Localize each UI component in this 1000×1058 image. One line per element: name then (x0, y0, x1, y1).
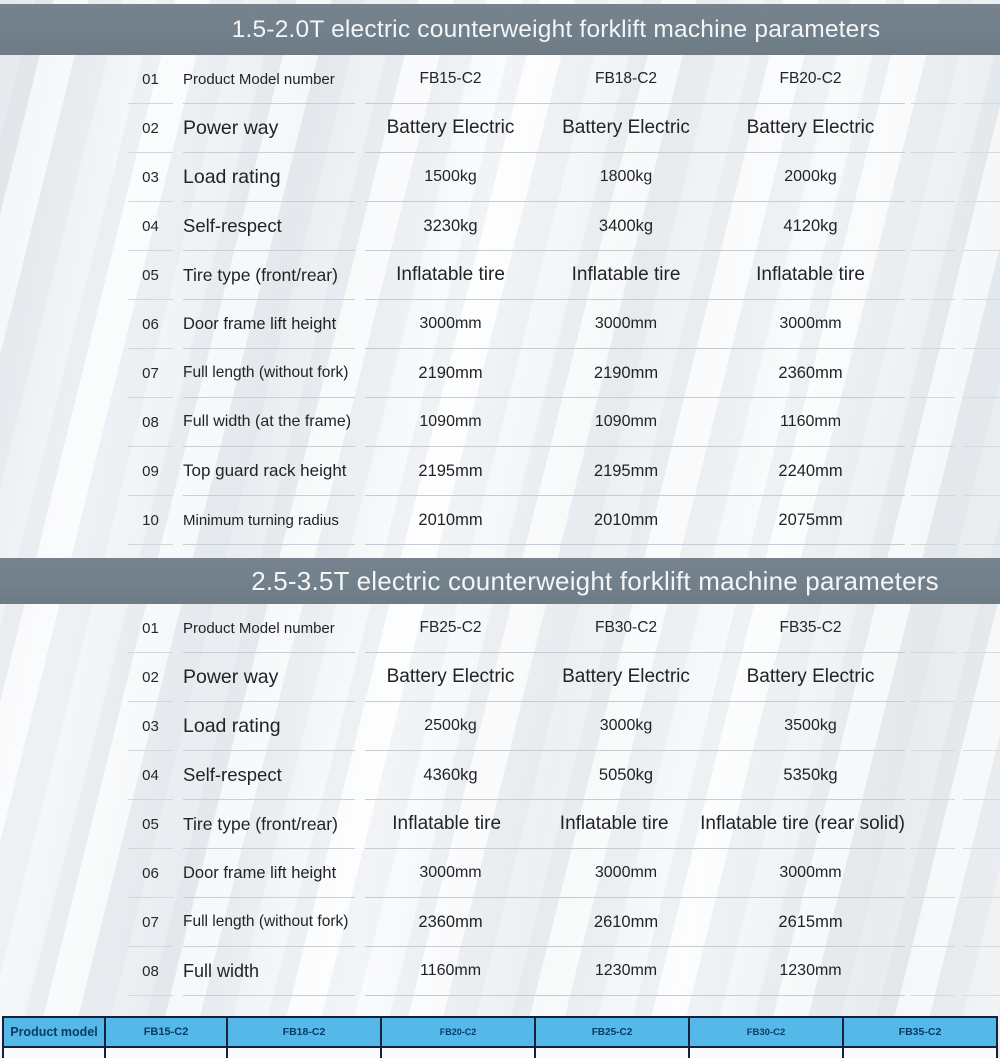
separator-dash (911, 947, 955, 996)
separator-dash (963, 300, 1000, 349)
row-value-col3: FB35-C2 (779, 619, 842, 636)
separator-dash (963, 898, 1000, 947)
gap (955, 398, 963, 447)
row-left-spacer (0, 202, 128, 251)
separator-dash (963, 349, 1000, 398)
row-values (365, 898, 905, 947)
separator-dash (911, 55, 955, 104)
row-values (365, 702, 905, 751)
table-row (0, 653, 1000, 702)
row-left-spacer (0, 702, 128, 751)
row-value-col1: 3000mm (419, 315, 482, 332)
gap (173, 653, 183, 702)
row-value-col1: 2010mm (418, 510, 483, 529)
row-number: 02 (128, 104, 173, 153)
row-values (365, 447, 905, 496)
row-number: 07 (128, 898, 173, 947)
separator-dash (911, 702, 955, 751)
separator-dash (963, 702, 1000, 751)
row-value-col1: FB15-C2 (419, 70, 482, 87)
gap (955, 702, 963, 751)
table-row (0, 202, 1000, 251)
table-row (0, 849, 1000, 898)
row-number: 03 (128, 153, 173, 202)
gap (355, 849, 365, 898)
gap (173, 604, 183, 653)
gap (173, 849, 183, 898)
row-value-col3: 1160mm (779, 413, 842, 430)
row-left-spacer (0, 800, 128, 849)
gap (955, 800, 963, 849)
row-value-col1: 1090mm (419, 413, 482, 430)
row-value-col2: 3400kg (598, 216, 654, 235)
gap (355, 702, 365, 751)
row-label: Load rating (183, 702, 355, 751)
separator-dash (911, 800, 955, 849)
gap (173, 800, 183, 849)
table-row (0, 496, 1000, 545)
gap (955, 447, 963, 496)
row-number: 05 (128, 800, 173, 849)
row-value-col2: Inflatable tire (571, 264, 681, 285)
gap (173, 349, 183, 398)
row-value-col3: 3500kg (784, 717, 837, 734)
table-row (0, 800, 1000, 849)
comparison-cell-fb35: FB35-C2 (844, 1018, 996, 1046)
gap (173, 947, 183, 996)
row-value-col1: 2500kg (424, 717, 477, 734)
gap (355, 947, 365, 996)
separator-dash (911, 398, 955, 447)
comparison-empty-cell (536, 1048, 688, 1058)
row-values (365, 251, 905, 300)
gap (173, 751, 183, 800)
table-row (0, 251, 1000, 300)
row-left-spacer (0, 447, 128, 496)
row-value-col3: Battery Electric (746, 666, 875, 687)
row-label: Product Model number (183, 604, 355, 653)
gap (955, 55, 963, 104)
gap (173, 898, 183, 947)
row-label: Minimum turning radius (183, 496, 355, 545)
row-values (365, 55, 905, 104)
comparison-empty-cell (4, 1048, 104, 1058)
row-left-spacer (0, 496, 128, 545)
table-row (0, 104, 1000, 153)
separator-dash (911, 653, 955, 702)
row-value-col2: Battery Electric (562, 117, 690, 138)
row-left-spacer (0, 849, 128, 898)
gap (355, 898, 365, 947)
row-left-spacer (0, 251, 128, 300)
row-value-col3: Inflatable tire (rear solid) (700, 813, 905, 834)
gap (355, 800, 365, 849)
table-row (0, 898, 1000, 947)
table-row (0, 55, 1000, 104)
separator-dash (911, 898, 955, 947)
row-value-col3: Battery Electric (746, 117, 875, 138)
row-left-spacer (0, 153, 128, 202)
separator-dash (911, 300, 955, 349)
gap (173, 398, 183, 447)
row-value-col2: 3000mm (594, 864, 658, 881)
separator-dash (911, 153, 955, 202)
row-value-col3: 5350kg (783, 765, 838, 784)
separator-dash (911, 751, 955, 800)
row-value-col2: FB18-C2 (594, 70, 658, 87)
row-value-col3: 2075mm (778, 510, 843, 529)
row-value-col1: Battery Electric (386, 117, 515, 138)
gap (173, 702, 183, 751)
row-number: 08 (128, 398, 173, 447)
separator-dash (963, 251, 1000, 300)
row-left-spacer (0, 898, 128, 947)
gap (173, 447, 183, 496)
separator-dash (911, 849, 955, 898)
row-label: Tire type (front/rear) (183, 251, 355, 300)
gap (955, 898, 963, 947)
separator-dash (911, 604, 955, 653)
gap (955, 251, 963, 300)
row-value-col2: Battery Electric (562, 666, 690, 687)
row-values (365, 751, 905, 800)
row-value-col1: Inflatable tire (392, 813, 502, 834)
gap (355, 604, 365, 653)
section-2-title: 2.5-3.5T electric counterweight forklift machine parameters (251, 565, 939, 596)
separator-dash (963, 751, 1000, 800)
row-left-spacer (0, 300, 128, 349)
gap (955, 849, 963, 898)
gap (955, 496, 963, 545)
comparison-empty-cell (382, 1048, 534, 1058)
row-value-col1: 1500kg (424, 168, 477, 185)
row-value-col2: 3000mm (594, 315, 658, 332)
spec-table-1 (0, 55, 1000, 545)
gap (955, 153, 963, 202)
row-value-col2: 1230mm (594, 962, 658, 979)
table-row (0, 398, 1000, 447)
comparison-empty-cell (690, 1048, 842, 1058)
separator-dash (963, 153, 1000, 202)
comparison-cell-fb25: FB25-C2 (536, 1018, 688, 1046)
row-label: Load rating (183, 153, 355, 202)
row-number: 06 (128, 300, 173, 349)
gap (355, 202, 365, 251)
row-value-col3: 4120kg (783, 216, 838, 235)
row-left-spacer (0, 751, 128, 800)
row-values (365, 604, 905, 653)
gap (173, 496, 183, 545)
row-value-col3: 3000mm (779, 315, 842, 332)
row-number: 09 (128, 447, 173, 496)
separator-dash (963, 947, 1000, 996)
row-number: 08 (128, 947, 173, 996)
gap (955, 604, 963, 653)
row-values (365, 800, 905, 849)
gap (355, 104, 365, 153)
table-row (0, 300, 1000, 349)
row-value-col3: 1230mm (779, 962, 842, 979)
row-value-col1: 3000mm (419, 864, 482, 881)
gap (355, 496, 365, 545)
comparison-cell-fb18: FB18-C2 (228, 1018, 380, 1046)
separator-dash (911, 496, 955, 545)
row-label: Product Model number (183, 55, 355, 104)
row-value-col1: Inflatable tire (396, 264, 505, 285)
separator-dash (963, 849, 1000, 898)
row-value-col2: Inflatable tire (559, 813, 669, 834)
row-values (365, 300, 905, 349)
gap (955, 202, 963, 251)
row-value-col3: 3000mm (779, 864, 842, 881)
row-label: Door frame lift height (183, 300, 355, 349)
row-value-col2: 2195mm (593, 461, 659, 480)
row-label: Top guard rack height (183, 447, 355, 496)
separator-dash (963, 202, 1000, 251)
row-value-col1: 2360mm (418, 912, 483, 931)
row-value-col3: 2615mm (778, 912, 843, 931)
table-row (0, 947, 1000, 996)
row-label: Full width (at the frame) (183, 398, 355, 447)
separator-dash (963, 604, 1000, 653)
row-label: Power way (183, 104, 355, 153)
row-left-spacer (0, 55, 128, 104)
comparison-clipped-row (4, 1048, 996, 1058)
model-comparison-table (2, 1016, 998, 1058)
comparison-empty-cell (844, 1048, 996, 1058)
row-number: 04 (128, 751, 173, 800)
gap (955, 349, 963, 398)
row-label: Self-respect (183, 202, 355, 251)
row-value-col1: 3230kg (423, 216, 478, 235)
gap (955, 300, 963, 349)
row-left-spacer (0, 104, 128, 153)
row-value-col2: FB30-C2 (594, 619, 658, 636)
gap (955, 751, 963, 800)
table-row (0, 349, 1000, 398)
section-2-title-bar (0, 558, 1000, 604)
row-values (365, 202, 905, 251)
row-value-col1: 2195mm (418, 461, 483, 480)
gap (173, 300, 183, 349)
row-left-spacer (0, 653, 128, 702)
gap (955, 653, 963, 702)
row-label: Door frame lift height (183, 849, 355, 898)
row-label: Power way (183, 653, 355, 702)
gap (955, 104, 963, 153)
comparison-cell-product-model: Product model (4, 1018, 104, 1046)
row-left-spacer (0, 947, 128, 996)
row-number: 01 (128, 55, 173, 104)
gap (173, 55, 183, 104)
table-row (0, 153, 1000, 202)
gap (355, 349, 365, 398)
table-row (0, 751, 1000, 800)
row-value-col2: 2610mm (593, 912, 659, 931)
gap (355, 653, 365, 702)
comparison-header-row (4, 1018, 996, 1046)
row-value-col3: 2360mm (778, 363, 843, 382)
row-value-col3: Inflatable tire (756, 264, 865, 285)
row-value-col3: 2240mm (778, 461, 843, 480)
row-values (365, 153, 905, 202)
comparison-cell-fb15: FB15-C2 (106, 1018, 226, 1046)
separator-dash (963, 104, 1000, 153)
comparison-cell-fb20: FB20-C2 (382, 1018, 534, 1046)
gap (355, 751, 365, 800)
row-number: 05 (128, 251, 173, 300)
row-value-col2: 3000kg (599, 717, 653, 734)
gap (355, 153, 365, 202)
row-value-col2: 1090mm (594, 413, 658, 430)
gap (355, 55, 365, 104)
row-value-col1: FB25-C2 (419, 619, 482, 636)
gap (173, 251, 183, 300)
gap (355, 447, 365, 496)
table-row (0, 702, 1000, 751)
gap (173, 153, 183, 202)
row-label: Tire type (front/rear) (183, 800, 355, 849)
row-value-col3: FB20-C2 (779, 70, 842, 87)
row-left-spacer (0, 398, 128, 447)
separator-dash (911, 104, 955, 153)
separator-dash (963, 496, 1000, 545)
separator-dash (963, 55, 1000, 104)
comparison-empty-cell (106, 1048, 226, 1058)
row-number: 10 (128, 496, 173, 545)
separator-dash (963, 653, 1000, 702)
table-row (0, 604, 1000, 653)
comparison-cell-fb30: FB30-C2 (690, 1018, 842, 1046)
row-values (365, 349, 905, 398)
row-left-spacer (0, 349, 128, 398)
row-label: Full length (without fork) (183, 898, 355, 947)
row-values (365, 398, 905, 447)
gap (355, 300, 365, 349)
row-label: Self-respect (183, 751, 355, 800)
gap (955, 947, 963, 996)
row-number: 01 (128, 604, 173, 653)
row-values (365, 947, 905, 996)
row-label: Full length (without fork) (183, 349, 355, 398)
separator-dash (911, 447, 955, 496)
row-values (365, 496, 905, 545)
separator-dash (911, 202, 955, 251)
row-value-col3: 2000kg (784, 168, 837, 185)
row-value-col2: 2190mm (593, 363, 659, 382)
table-row (0, 447, 1000, 496)
row-value-col2: 2010mm (593, 510, 659, 529)
section-1-title: 1.5-2.0T electric counterweight forklift machine parameters (231, 15, 881, 43)
gap (173, 202, 183, 251)
row-value-col1: 1160mm (419, 962, 482, 979)
row-value-col1: 4360kg (423, 765, 478, 784)
gap (355, 251, 365, 300)
row-values (365, 849, 905, 898)
row-number: 06 (128, 849, 173, 898)
row-values (365, 104, 905, 153)
row-value-col1: Battery Electric (386, 666, 515, 687)
row-values (365, 653, 905, 702)
separator-dash (963, 800, 1000, 849)
row-value-col1: 2190mm (418, 363, 483, 382)
row-label: Full width (183, 947, 355, 996)
row-left-spacer (0, 604, 128, 653)
row-value-col2: 1800kg (599, 168, 653, 185)
row-number: 07 (128, 349, 173, 398)
spec-table-2 (0, 604, 1000, 996)
comparison-empty-cell (228, 1048, 380, 1058)
separator-dash (963, 447, 1000, 496)
gap (355, 398, 365, 447)
row-value-col2: 5050kg (598, 765, 654, 784)
row-number: 02 (128, 653, 173, 702)
section-1-title-bar (0, 4, 1000, 55)
separator-dash (911, 251, 955, 300)
separator-dash (963, 398, 1000, 447)
separator-dash (911, 349, 955, 398)
row-number: 03 (128, 702, 173, 751)
row-number: 04 (128, 202, 173, 251)
gap (173, 104, 183, 153)
